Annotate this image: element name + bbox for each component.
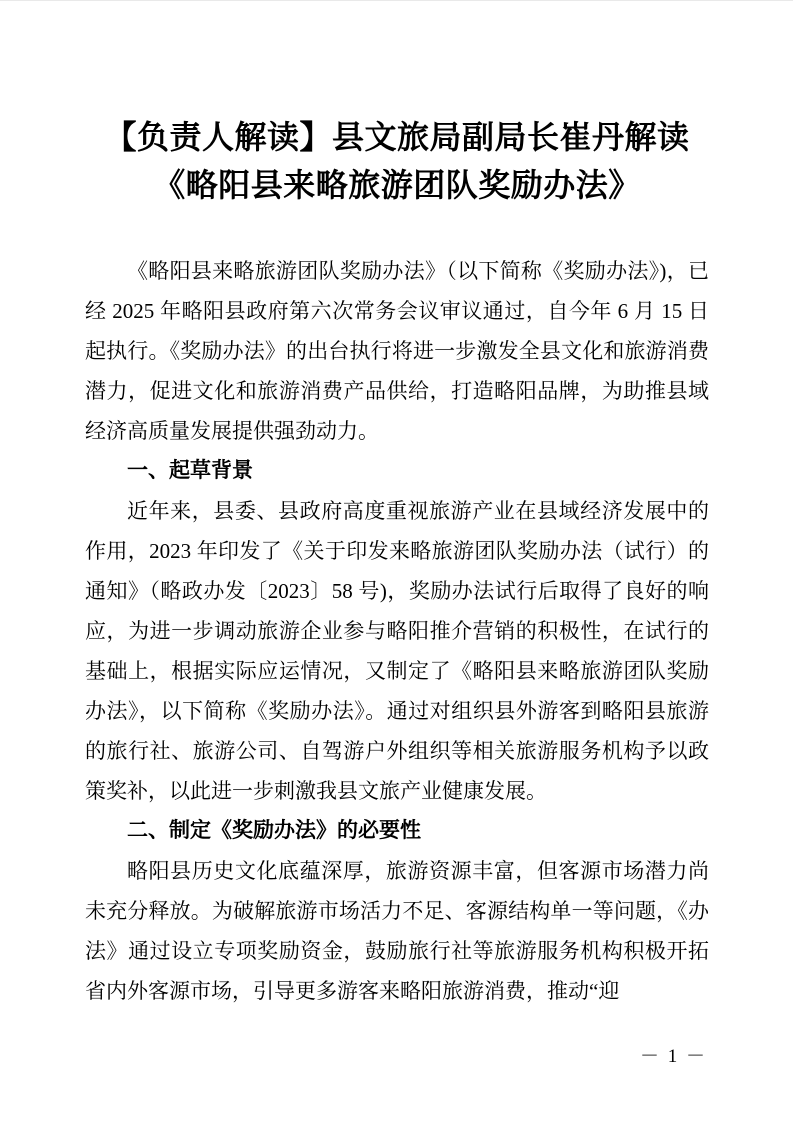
document-title: 【负责人解读】县文旅局副局长崔丹解读《略阳县来略旅游团队奖励办法》 (104, 119, 690, 203)
section-2-paragraph: 略阳县历史文化底蕴深厚，旅游资源丰富，但客源市场潜力尚未充分释放。为破解旅游市场活力不足、客源结构单一等问题，《办法》通过设立专项奖励资金，鼓励旅行社等旅游服务机构积极开拓省内外客源市场，引导更多游客来略阳旅游消费，推动“迎 (85, 859, 709, 1003)
section-1-paragraph: 近年来，县委、县政府高度重视旅游产业在县域经济发展中的作用，2023 年印发了《关于印发来略旅游团队奖励办法（试行）的通知》（略政办发〔2023〕58 号)，奖励办法试行后取得了良好的响应，为进一步调动旅游企业参与略阳推介营销的积极性，在试行的基础上，根据实际应运情况，又制定了《略阳县来略旅游团队奖励办法》，以下简称《奖励办法》。通过对组织县外游客到略阳县旅游的旅行社、旅游公司、自驾游户外组织等相关旅游服务机构予以政策奖补，以此进一步刺激我县文旅产业健康发展。 (85, 499, 709, 803)
intro-paragraph: 《略阳县来略旅游团队奖励办法》（以下简称《奖励办法》)，已经 2025 年略阳县政府第六次常务会议审议通过，自今年 6 月 15 日起执行。《奖励办法》的出台执行将进一步激发全县文化和旅游消费潜力，促进文化和旅游消费产品供给，打造略阳品牌，为助推县域经济高质量发展提供强劲动力。 (85, 259, 709, 443)
section-heading-2: 二、制定《奖励办法》的必要性 (127, 819, 421, 842)
section-heading-1: 一、起草背景 (127, 459, 253, 482)
page-number: － 1 － (639, 1046, 707, 1067)
